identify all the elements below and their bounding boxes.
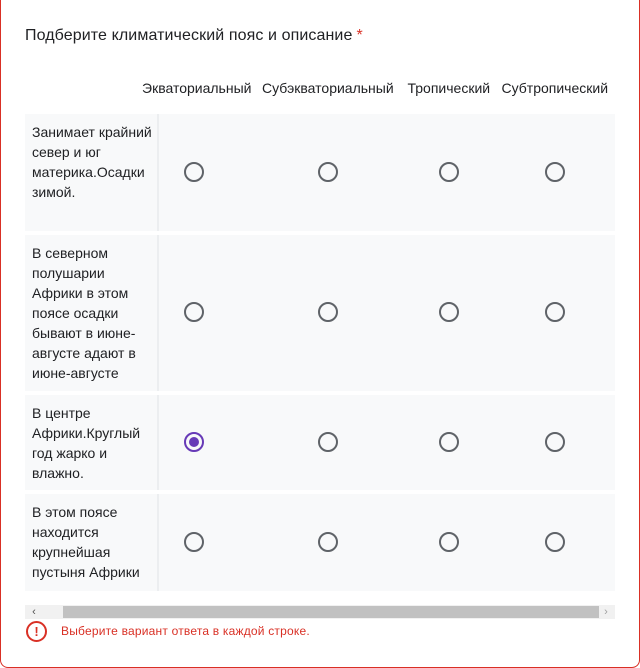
error-circle-icon: ! xyxy=(26,621,47,642)
radio-button[interactable] xyxy=(545,532,565,552)
column-header-subtropical: Субтропический xyxy=(501,80,609,96)
scroll-thumb[interactable] xyxy=(63,606,599,618)
radio-button[interactable] xyxy=(318,302,338,322)
question-title-text: Подберите климатический пояс и описание xyxy=(25,27,353,44)
required-asterisk: * xyxy=(356,27,363,44)
radio-button[interactable] xyxy=(184,302,204,322)
radio-button[interactable] xyxy=(439,162,459,182)
radio-button[interactable] xyxy=(184,532,204,552)
scroll-right-arrow-icon[interactable]: › xyxy=(604,606,608,618)
radio-button[interactable] xyxy=(545,432,565,452)
radio-button[interactable] xyxy=(545,162,565,182)
error-message: Выберите вариант ответа в каждой строке. xyxy=(61,624,310,638)
column-header-tropical: Тропический xyxy=(407,80,491,96)
grid-scroll-area[interactable] xyxy=(25,70,615,593)
radio-button[interactable] xyxy=(318,162,338,182)
scroll-left-arrow-icon[interactable]: ‹ xyxy=(32,606,36,618)
column-header-equatorial: Экваториальный xyxy=(142,80,252,96)
question-title xyxy=(25,27,363,45)
row-label: Занимает крайний север и юг материка.Осадки зимой. xyxy=(32,124,152,200)
radio-button[interactable] xyxy=(318,432,338,452)
row-label: В северном полушарии Африки в этом поясе осадки бывают в июне-августе адают в июне-августе xyxy=(32,245,136,381)
radio-button[interactable] xyxy=(545,302,565,322)
horizontal-scrollbar[interactable] xyxy=(25,605,615,619)
radio-button[interactable] xyxy=(439,302,459,322)
radio-button[interactable] xyxy=(184,432,204,452)
column-header-subequatorial: Субэкваториальный xyxy=(262,80,394,96)
radio-button[interactable] xyxy=(318,532,338,552)
radio-button[interactable] xyxy=(439,432,459,452)
radio-button[interactable] xyxy=(439,532,459,552)
row-label: В этом поясе находится крупнейшая пустыня Африки xyxy=(32,504,140,580)
radio-button[interactable] xyxy=(184,162,204,182)
row-label: В центре Африки.Круглый год жарко и влажно. xyxy=(32,405,141,481)
